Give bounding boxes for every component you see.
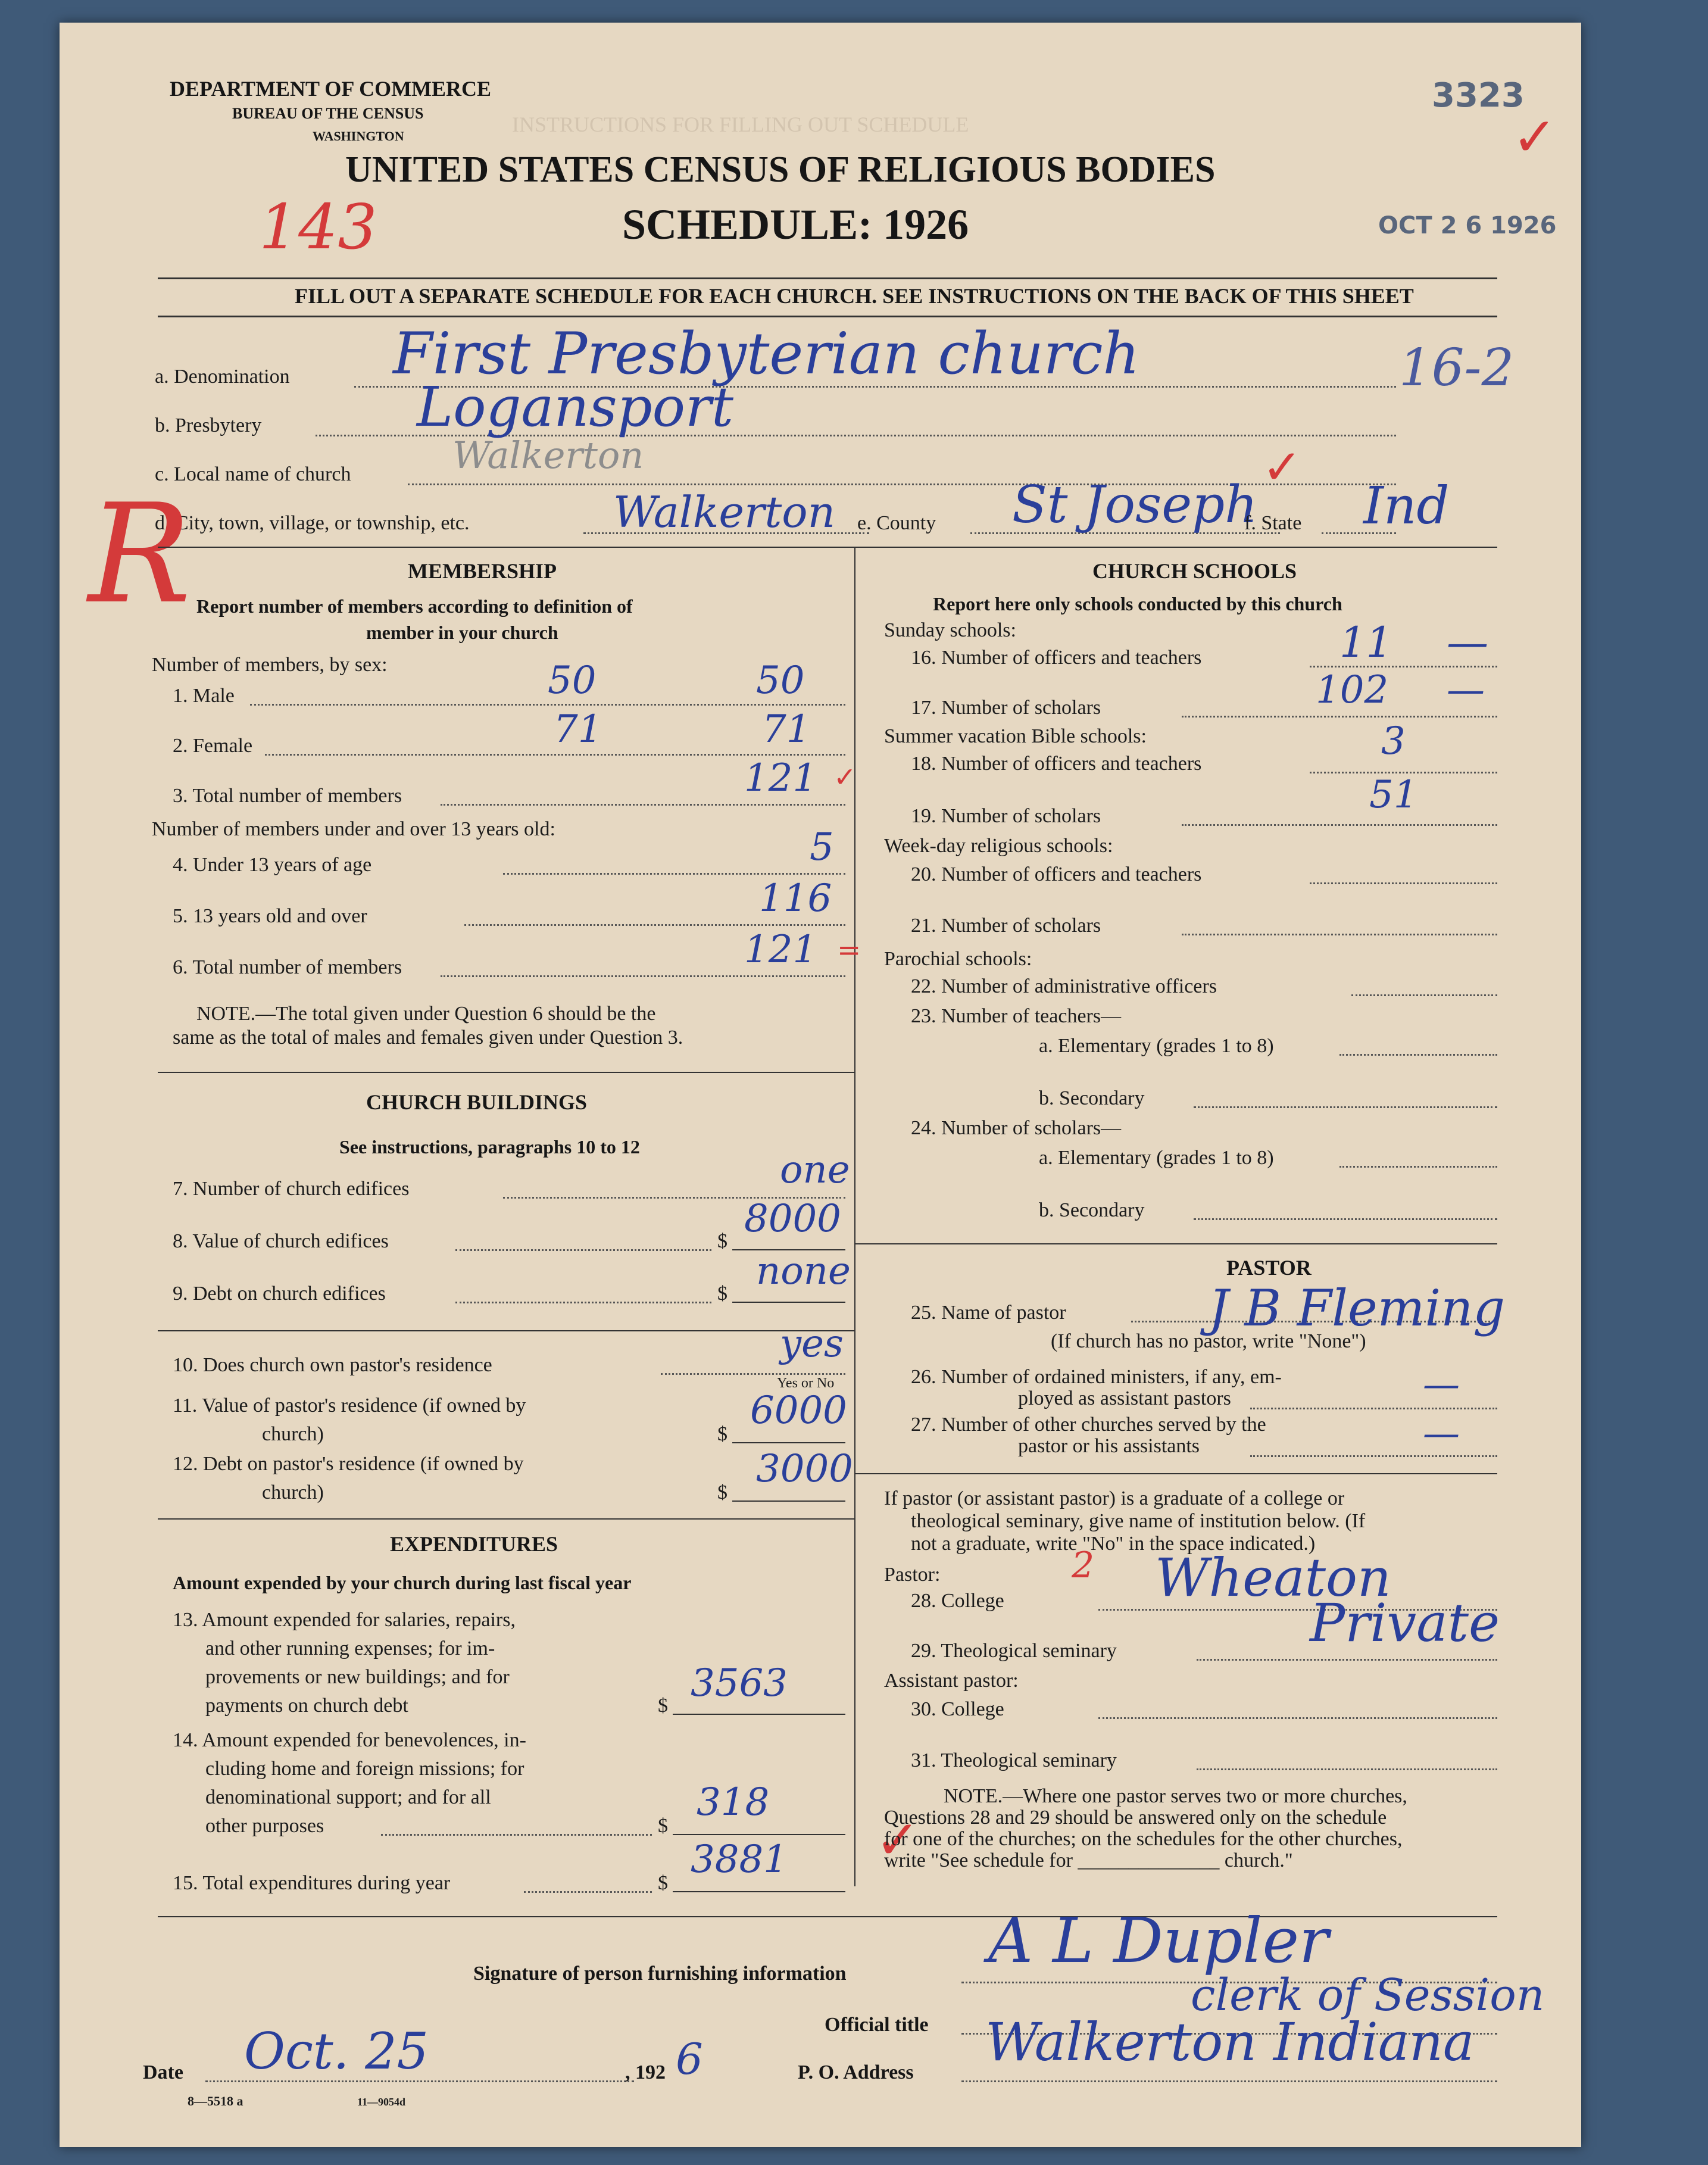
edifice-value-label: 8. Value of church edifices: [173, 1230, 389, 1252]
total-members-check: ✓: [833, 761, 857, 793]
male-label: 1. Male: [173, 685, 235, 707]
total-expenditures-dollar: $: [658, 1872, 668, 1894]
edifice-value-amount[interactable]: 8000: [744, 1197, 841, 1241]
other-churches-label-1: 27. Number of other churches served by the: [911, 1414, 1266, 1436]
male-value-copy[interactable]: 50: [756, 659, 805, 703]
total-members-age-value[interactable]: 121: [744, 928, 817, 972]
residence-value-label-2: church): [262, 1423, 324, 1445]
benevolences-label-2: cluding home and foreign missions; for: [205, 1758, 524, 1780]
running-expenses-label-1: 13. Amount expended for salaries, repairs,: [173, 1609, 516, 1631]
date-label: Date: [143, 2061, 183, 2083]
sunday-officers-value[interactable]: 11: [1339, 618, 1393, 667]
file-number-stamp: 3323: [1432, 76, 1525, 115]
female-value[interactable]: 71: [554, 707, 602, 751]
college-red-mark: 2: [1072, 1545, 1095, 1586]
under-13-value[interactable]: 5: [810, 825, 834, 869]
city-label: WASHINGTON: [313, 129, 404, 143]
assistant-pastor-label: Assistant pastor:: [884, 1670, 1019, 1692]
membership-note-1: NOTE.—The total given under Question 6 should be the: [196, 1003, 656, 1025]
residence-value-amount[interactable]: 6000: [750, 1389, 847, 1433]
female-value-copy[interactable]: 71: [762, 707, 811, 751]
pastor-note-1: NOTE.—Where one pastor serves two or more churches,: [944, 1785, 1407, 1807]
pastor-note-2: Questions 28 and 29 should be answered only on the schedule: [884, 1807, 1387, 1829]
pastor-note-4: write "See schedule for ______________ church.": [884, 1849, 1293, 1871]
parochial-officers-label: 22. Number of administrative officers: [911, 975, 1217, 997]
edifice-debt-dollar: $: [717, 1283, 727, 1305]
running-expenses-amount[interactable]: 3563: [691, 1661, 788, 1705]
total-members-label: 3. Total number of members: [173, 785, 402, 807]
pastor-note-3: for one of the churches; on the schedules for the other churches,: [884, 1828, 1403, 1850]
year-digit[interactable]: 6: [676, 2034, 703, 2084]
weekday-officers-label: 20. Number of officers and teachers: [911, 863, 1202, 885]
presbytery-value[interactable]: Logansport: [417, 375, 733, 439]
pastor-seminary-value[interactable]: Private: [1310, 1592, 1500, 1654]
presbytery-label: b. Presbytery: [155, 414, 262, 436]
county-label: e. County: [857, 512, 936, 534]
schools-heading: CHURCH SCHOOLS: [1092, 559, 1297, 583]
membership-intro-1: Report number of members according to definition of: [196, 595, 633, 617]
female-label: 2. Female: [173, 735, 253, 757]
assistant-ministers-value[interactable]: —: [1423, 1362, 1460, 1406]
year-prefix: , 192: [625, 2061, 666, 2083]
date-received-stamp: OCT 2 6 1926: [1378, 212, 1557, 239]
instruction-line: FILL OUT A SEPARATE SCHEDULE FOR EACH CHURCH. SEE INSTRUCTIONS ON THE BACK OF THIS SHEET: [295, 284, 1414, 308]
sunday-officers-label: 16. Number of officers and teachers: [911, 647, 1202, 669]
red-check-mark: ✓: [1512, 106, 1557, 169]
graduate-instruction-1: If pastor (or assistant pastor) is a graduate of a college or: [884, 1487, 1345, 1509]
form-number: 8—5518 a: [188, 2094, 243, 2108]
red-r-mark: R: [88, 475, 192, 634]
date-value[interactable]: Oct. 25: [244, 2022, 429, 2080]
side-code: 16-2: [1399, 338, 1515, 398]
assistant-college-label: 30. College: [911, 1698, 1004, 1720]
parochial-schools-label: Parochial schools:: [884, 948, 1032, 970]
teachers-secondary-label: b. Secondary: [1039, 1087, 1145, 1109]
county-value[interactable]: St Joseph: [1012, 475, 1258, 535]
expenditures-check-mark: ✓: [875, 1809, 920, 1871]
department-label: DEPARTMENT OF COMMERCE: [170, 77, 492, 101]
pastor-name-label: 25. Name of pastor: [911, 1302, 1066, 1324]
signature-value[interactable]: A L Dupler: [988, 1904, 1329, 1977]
state-label: f. State: [1244, 512, 1302, 534]
other-churches-value[interactable]: —: [1423, 1411, 1460, 1455]
running-expenses-label-3: provements or new buildings; and for: [205, 1666, 510, 1688]
denomination-label: a. Denomination: [155, 366, 290, 388]
city-value[interactable]: Walkerton: [613, 487, 836, 537]
edifice-debt-amount[interactable]: none: [756, 1249, 851, 1293]
po-address-value[interactable]: Walkerton Indiana: [985, 2011, 1475, 2073]
teachers-elementary-label: a. Elementary (grades 1 to 8): [1039, 1035, 1274, 1057]
summer-schools-label: Summer vacation Bible schools:: [884, 725, 1147, 747]
bureau-label: BUREAU OF THE CENSUS: [232, 105, 424, 122]
benevolences-amount[interactable]: 318: [697, 1780, 770, 1824]
residence-debt-dollar: $: [717, 1481, 727, 1503]
signature-label: Signature of person furnishing information: [473, 1963, 847, 1985]
buildings-sub: See instructions, paragraphs 10 to 12: [339, 1136, 640, 1158]
running-expenses-label-2: and other running expenses; for im-: [205, 1637, 495, 1659]
print-number: 11—9054d: [357, 2096, 406, 2108]
reverse-heading: INSTRUCTIONS FOR FILLING OUT SCHEDULE: [512, 113, 969, 136]
pastor-college-value[interactable]: Wheaton: [1155, 1547, 1391, 1608]
benevolences-dollar: $: [658, 1815, 668, 1837]
denomination-value[interactable]: First Presbyterian church: [393, 320, 1140, 387]
summer-officers-value[interactable]: 3: [1381, 719, 1406, 763]
buildings-heading: CHURCH BUILDINGS: [366, 1090, 588, 1114]
total-members-equal-mark: =: [837, 934, 861, 967]
residence-value-dollar: $: [717, 1423, 727, 1445]
residence-debt-label-1: 12. Debt on pastor's residence (if owned by: [173, 1453, 524, 1475]
weekday-schools-label: Week-day religious schools:: [884, 835, 1113, 857]
county-check-mark: ✓: [1262, 439, 1303, 495]
residence-value-label-1: 11. Value of pastor's residence (if owned by: [173, 1395, 526, 1417]
members-by-sex-label: Number of members, by sex:: [152, 654, 388, 676]
running-expenses-dollar: $: [658, 1695, 668, 1717]
running-expenses-label-4: payments on church debt: [205, 1695, 408, 1717]
residence-debt-amount[interactable]: 3000: [756, 1447, 853, 1491]
male-value[interactable]: 50: [548, 659, 597, 703]
parochial-teachers-label: 23. Number of teachers—: [911, 1005, 1122, 1027]
schedule-year: SCHEDULE: 1926: [622, 201, 969, 248]
benevolences-label-3: denominational support; and for all: [205, 1786, 491, 1808]
pastor-college-label: 28. College: [911, 1590, 1004, 1612]
schools-sub: Report here only schools conducted by this church: [933, 593, 1342, 614]
pastor-heading: PASTOR: [1226, 1256, 1312, 1280]
benevolences-label-4: other purposes: [205, 1815, 324, 1837]
total-members-age-label: 6. Total number of members: [173, 956, 402, 978]
membership-intro-2: member in your church: [366, 622, 558, 643]
scholars-secondary-label: b. Secondary: [1039, 1199, 1145, 1221]
owns-residence-hint: Yes or No: [777, 1375, 835, 1391]
pastor-seminary-label: 29. Theological seminary: [911, 1640, 1117, 1662]
local-name-value[interactable]: Walkerton: [452, 433, 644, 477]
membership-heading: MEMBERSHIP: [408, 559, 557, 583]
city-label-field: d. City, town, village, or township, etc.: [155, 512, 470, 534]
under-13-label: 4. Under 13 years of age: [173, 854, 372, 876]
summer-officers-label: 18. Number of officers and teachers: [911, 753, 1202, 775]
sunday-officers-dash: —: [1447, 618, 1488, 667]
total-expenditures-label: 15. Total expenditures during year: [173, 1872, 451, 1894]
po-address-label: P. O. Address: [798, 2061, 914, 2083]
other-churches-label-2: pastor or his assistants: [1018, 1435, 1200, 1457]
membership-note-2: same as the total of males and females given under Question 3.: [173, 1027, 683, 1049]
sunday-scholars-value[interactable]: 102: [1316, 668, 1389, 712]
church-edifices-value[interactable]: one: [780, 1148, 850, 1192]
expenditures-heading: EXPENDITURES: [390, 1532, 558, 1556]
church-edifices-label: 7. Number of church edifices: [173, 1178, 410, 1200]
form-title: UNITED STATES CENSUS OF RELIGIOUS BODIES: [345, 149, 1216, 190]
over-13-value[interactable]: 116: [759, 876, 832, 921]
owns-residence-value[interactable]: yes: [780, 1322, 844, 1366]
residence-debt-label-2: church): [262, 1481, 324, 1503]
census-schedule-sheet: [60, 23, 1581, 2147]
official-title-label: Official title: [825, 2014, 929, 2036]
handwritten-number: 143: [259, 191, 377, 263]
graduate-instruction-2: theological seminary, give name of institution below. (If: [911, 1510, 1366, 1532]
assistant-ministers-label-2: ployed as assistant pastors: [1018, 1387, 1231, 1409]
over-13-label: 5. 13 years old and over: [173, 905, 367, 927]
pastor-name-hint: (If church has no pastor, write "None"): [1051, 1330, 1366, 1352]
expenditures-sub: Amount expended by your church during last fiscal year: [173, 1572, 632, 1593]
members-by-age-label: Number of members under and over 13 years old:: [152, 818, 555, 840]
benevolences-label-1: 14. Amount expended for benevolences, in-: [173, 1729, 526, 1751]
graduate-instruction-3: not a graduate, write "No" in the space indicated.): [911, 1533, 1316, 1555]
owns-residence-label: 10. Does church own pastor's residence: [173, 1354, 492, 1376]
local-name-label: c. Local name of church: [155, 463, 351, 485]
assistant-ministers-label-1: 26. Number of ordained ministers, if any, em-: [911, 1366, 1282, 1388]
assistant-seminary-label: 31. Theological seminary: [911, 1749, 1117, 1771]
pastor-name-value[interactable]: J B Fleming: [1209, 1279, 1506, 1337]
sunday-scholars-label: 17. Number of scholars: [911, 697, 1101, 719]
sunday-scholars-dash: —: [1447, 668, 1485, 712]
edifice-debt-label: 9. Debt on church edifices: [173, 1283, 386, 1305]
parochial-scholars-label: 24. Number of scholars—: [911, 1117, 1122, 1139]
pastor-section-label: Pastor:: [884, 1564, 941, 1586]
scholars-elementary-label: a. Elementary (grades 1 to 8): [1039, 1147, 1274, 1169]
total-expenditures-amount[interactable]: 3881: [691, 1838, 788, 1882]
official-title-value[interactable]: clerk of Session: [1191, 1970, 1545, 2021]
sunday-schools-label: Sunday schools:: [884, 619, 1016, 641]
edifice-value-dollar: $: [717, 1230, 727, 1252]
summer-scholars-value[interactable]: 51: [1369, 773, 1418, 817]
total-members-value[interactable]: 121: [744, 756, 817, 800]
weekday-scholars-label: 21. Number of scholars: [911, 915, 1101, 937]
summer-scholars-label: 19. Number of scholars: [911, 805, 1101, 827]
state-value[interactable]: Ind: [1363, 476, 1450, 536]
